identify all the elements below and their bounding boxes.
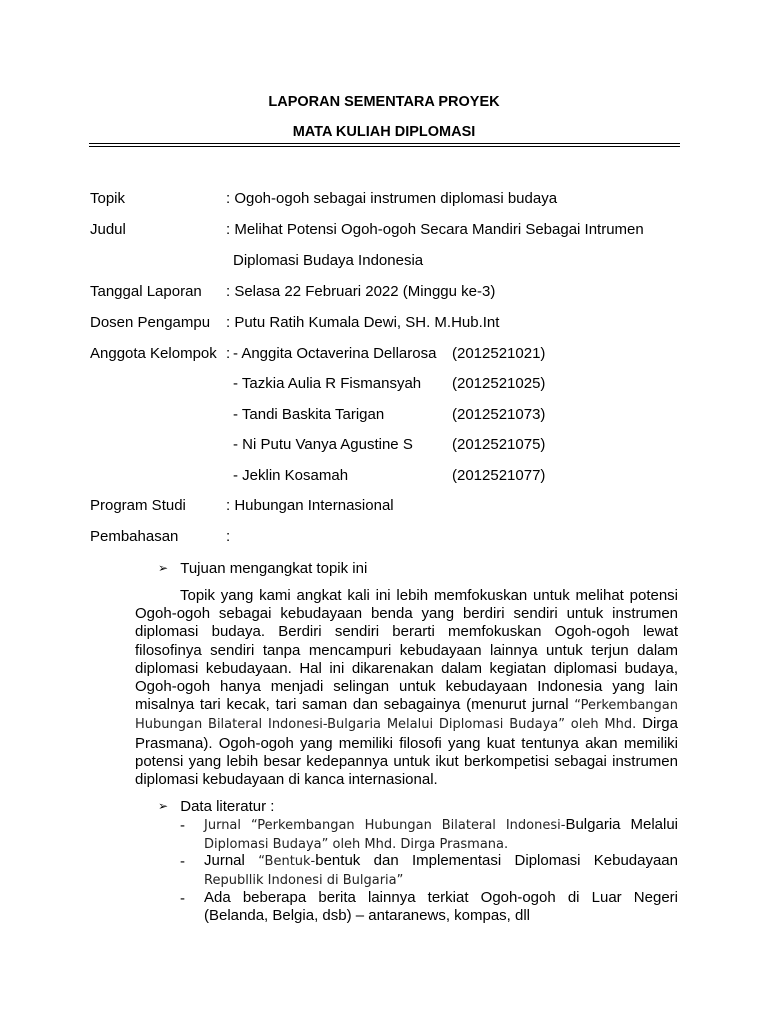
label-dosen: Dosen Pengampu [90, 314, 211, 331]
section1-heading: Tujuan mengangkat topik ini [180, 560, 368, 577]
literature-item [204, 852, 678, 890]
literature-ref: Jurnal “Perkembangan Hubungan Bilateral Indonesi- [204, 818, 566, 833]
list-dash: - [180, 853, 185, 870]
value-dosen: : Putu Ratih Kumala Dewi, SH. M.Hub.Int [226, 314, 500, 331]
label-judul: Judul [90, 221, 126, 238]
anggota-colon: : [226, 345, 231, 362]
member-nim: (2012521077) [452, 467, 546, 484]
paragraph-text: Topik yang kami angkat kali ini lebih memfokuskan untuk melihat potensi Ogoh-ogoh sebagai kebudayaan benda yang berdiri sendiri untuk instrumen diplomasi budaya. Berdiri sendiri berarti memfokuskan Ogoh-ogoh lewat filosofinya sendiri tanpa mencampuri kebudayaan lainnya untuk terjun dalam diplomasi kebudayaan. Hal ini dikarenakan dalam kegiatan diplomasi budaya, Ogoh-ogoh hanya menjadi selingan untuk kebudayaan Indonesia yang lain misalnya tari kecak, tari saman dan sebagainya (menurut jurnal [135, 587, 678, 714]
paragraph-journal-ref: “Perkembangan Hubungan Bilateral Indonesi- [135, 698, 678, 733]
member-name: - Anggita Octaverina Dellarosa [233, 345, 437, 362]
paragraph-journal-ref: Bulgaria Melalui Diplomasi Budaya” oleh Mhd. [327, 717, 637, 733]
section1-paragraph [135, 587, 678, 789]
arrow-bullet-icon: ➢ [158, 799, 169, 813]
member-nim: (2012521075) [452, 436, 546, 453]
label-anggota: Anggota Kelompok [90, 345, 217, 362]
literature-ref: Diplomasi Budaya” oleh Mhd. Dirga Prasmana. [204, 837, 509, 853]
label-prodi: Program Studi [90, 497, 186, 514]
section1-heading-row [158, 559, 367, 579]
member-name: - Tazkia Aulia R Fismansyah [233, 375, 422, 392]
value-pembahasan: : [226, 528, 231, 545]
section2-heading-row [158, 797, 274, 817]
member-name: - Tandi Baskita Tarigan [233, 406, 385, 423]
paragraph-text: Dirga Prasmana). Ogoh-ogoh yang memiliki filosofi yang kuat tentunya akan memiliki potensi yang lebih besar kedepannya untuk ikut berkompetisi sebagai instrumen diplomasi kebudayaan di kanca internasional. [135, 715, 678, 789]
label-topik: Topik [90, 190, 126, 207]
title-rule-bottom [89, 146, 680, 147]
list-dash: - [180, 817, 185, 834]
literature-ref: bentuk dan Implementasi Diplomasi Kebudayaan [315, 852, 678, 869]
member-nim: (2012521021) [452, 345, 546, 362]
doc-subtitle: MATA KULIAH DIPLOMASI [292, 124, 476, 140]
doc-title: LAPORAN SEMENTARA PROYEK [268, 94, 500, 110]
literature-ref: “Bentuk- [258, 854, 316, 869]
arrow-bullet-icon: ➢ [158, 561, 169, 575]
value-prodi: : Hubungan Internasional [226, 497, 394, 514]
literature-item: Ada beberapa berita lainnya terkiat Ogoh-ogoh di Luar Negeri (Belanda, Belgia, dsb) – antaranews, kompas, dll [204, 889, 678, 925]
value-judul-line1: : Melihat Potensi Ogoh-ogoh Secara Mandiri Sebagai Intrumen [226, 221, 644, 238]
literature-ref: Bulgaria Melalui [565, 816, 678, 833]
literature-ref: Jurnal [204, 852, 259, 869]
member-nim: (2012521073) [452, 406, 546, 423]
member-nim: (2012521025) [452, 375, 546, 392]
title-rule-top [89, 143, 680, 144]
label-tanggal: Tanggal Laporan [90, 283, 202, 300]
value-judul-line2: Diplomasi Budaya Indonesia [233, 252, 424, 269]
member-name: - Ni Putu Vanya Agustine S [233, 436, 413, 453]
value-topik: : Ogoh-ogoh sebagai instrumen diplomasi budaya [226, 190, 558, 207]
value-tanggal: : Selasa 22 Februari 2022 (Minggu ke-3) [226, 283, 496, 300]
member-name: - Jeklin Kosamah [233, 467, 349, 484]
label-pembahasan: Pembahasan [90, 528, 179, 545]
section2-heading: Data literatur : [180, 798, 275, 815]
literature-ref: Republlik Indonesi di Bulgaria” [204, 873, 404, 889]
literature-item [204, 816, 678, 854]
list-dash: - [180, 890, 185, 907]
